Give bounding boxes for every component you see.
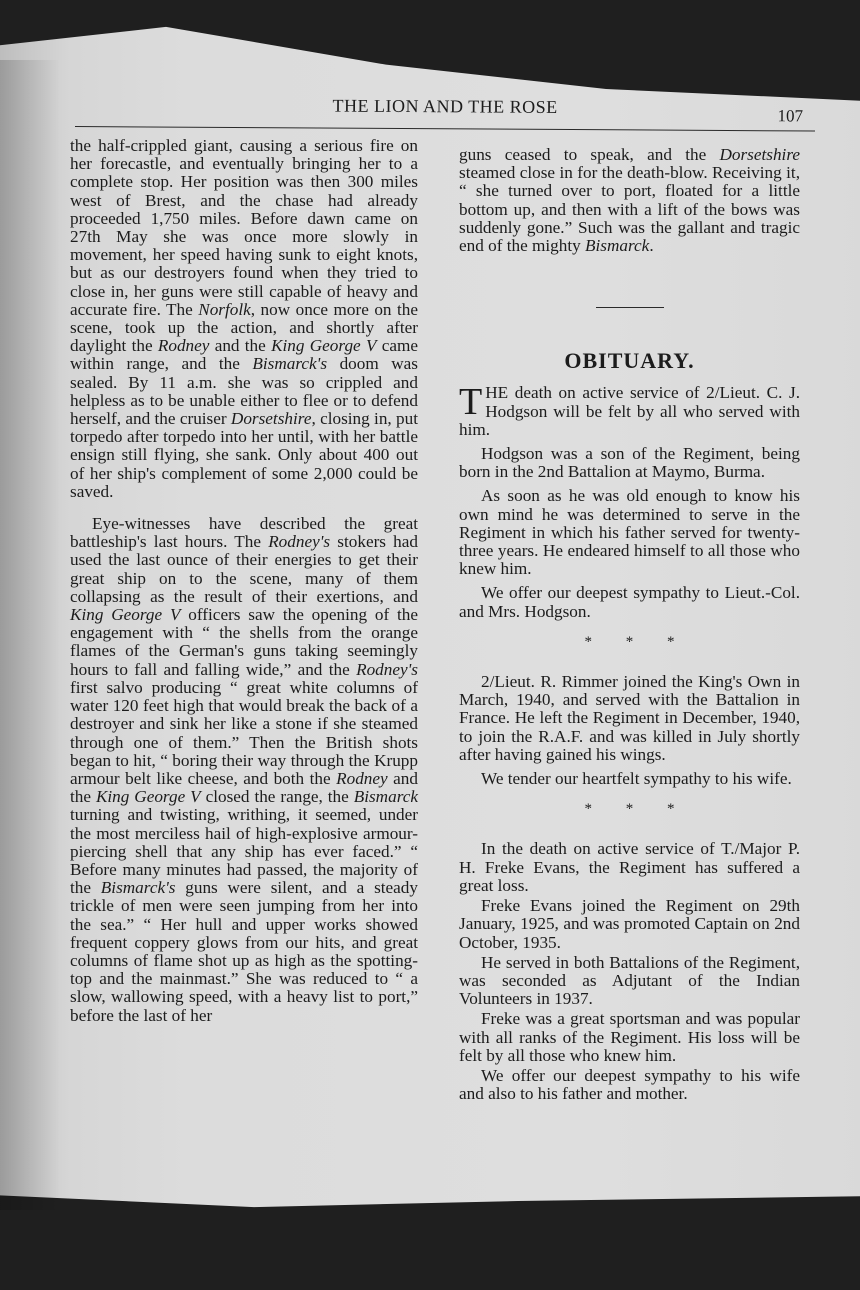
article-paragraph: Eye-witnesses have described the great battleship's last hours. The Rodney's stokers had used the last ounce of their energies to get their great ship on to the scene, many of them collapsing as the result of their exertions, and King George V officers saw the opening of the engagement with “ the shells from the orange flames of the German's guns taking seemingly hours to fall and falling wide,” and the Rodney's first salvo producing “ great white columns of water 120 feet high that would break the back of a destroyer and sink her like a stone if she steamed through one of them.” Then the British shots began to hit, “ boring their way through the Krupp armour belt like cheese, and both the Rodney and the King George V closed the range, the Bismarck turning and twisting, writhing, it seemed, under the most merciless hail of high-explosive armour-piercing shell that any ship has ever faced.” “ Before many minutes had passed, the majority of the Bismarck's guns were silent, and a steady trickle of men were seen jumping from her into the sea.” “ Her hull and upper works showed frequent coppery glows from our hits, and great columns of flame shot up as high as the spotting-top and the mainmast.” She was reduced to “ a slow, wallowing speed, with a heavy list to port,” before the last of her bbox=[70, 514, 418, 1025]
ship-name: King George V bbox=[95, 787, 201, 807]
ship-name: Rodney's bbox=[268, 532, 331, 552]
asterism-separator: * * * bbox=[584, 633, 675, 650]
obituary-paragraph: As soon as he was old enough to know his own mind he was determined to serve in the Regiment in which his father served for twenty-three years. He endeared himself to all those who knew him. bbox=[459, 486, 800, 579]
obituary-entry bbox=[459, 673, 800, 788]
ship-name: Rodney's bbox=[356, 659, 418, 679]
obituary-paragraph: THE death on active service of 2/Lieut. C. J. Hodgson will be felt by all who served with him. bbox=[459, 381, 800, 439]
ship-name: King George V bbox=[70, 605, 181, 625]
ship-name: Rodney bbox=[157, 336, 210, 356]
obituary-entry bbox=[459, 840, 800, 1103]
ship-name: Rodney bbox=[336, 768, 388, 788]
ship-name: Bismarck's bbox=[100, 878, 176, 898]
running-head bbox=[75, 92, 815, 132]
article-continuation: guns ceased to speak, and the Dorsetshire steamed close in for the death-blow. Receiving it, “ she turned over to port, floated for a little bottom up, and then with a lift of the bows was suddenly gone.” Such was the gallant and tragic end of the mighty Bismarck. bbox=[459, 145, 800, 256]
ship-name: Bismarck's bbox=[252, 354, 328, 374]
drop-cap: T bbox=[459, 381, 483, 424]
running-title: THE LION AND THE ROSE bbox=[332, 95, 558, 117]
asterism-separator: * * * bbox=[584, 801, 675, 818]
obituary-paragraph: 2/Lieut. R. Rimmer joined the King's Own in March, 1940, and served with the Battalion in France. He left the Regiment in December, 1940, to join the R.A.F. and was killed in July shortly after having gained his wings. bbox=[459, 672, 800, 764]
right-column bbox=[459, 146, 800, 1103]
article-paragraph: the half-crippled giant, causing a serious fire on her forecastle, and eventually bringing her to a complete stop. Her position was then 300 miles west of Brest, and the chase had already proceeded 1,750 miles. Before dawn came on 27th May she was once more slowly in movement, her speed having sunk to eight knots, but as our destroyers found when they tried to close in, her guns were still capable of heavy and accurate fire. The Norfolk, now once more on the scene, took up the action, and shortly after daylight the Rodney and the King George V came within range, and the Bismarck's doom was sealed. By 11 a.m. she was so crippled and helpless as to be unable either to flee or to defend herself, and the cruiser Dorsetshire, closing in, put torpedo after torpedo into her until, with her battle ensign still flying, she sank. Only about 400 out of her ship's complement of some 2,000 could be saved. bbox=[70, 136, 418, 501]
obituary-paragraph: Hodgson was a son of the Regiment, being born in the 2nd Battalion at Maymo, Burma. bbox=[459, 444, 800, 482]
obituary-paragraph: We offer our deepest sympathy to Lieut.-Col. and Mrs. Hodgson. bbox=[459, 583, 800, 621]
obituary-paragraph: We tender our heartfelt sympathy to his wife. bbox=[481, 769, 792, 789]
obituary-entry bbox=[459, 381, 800, 621]
obituary-paragraph: Freke was a great sportsman and was popular with all ranks of the Regiment. His loss will be felt by all those who knew him. bbox=[459, 1009, 800, 1065]
obituary-paragraph: He served in both Battalions of the Regiment, was seconded as Adjutant of the Indian Volunteers in 1937. bbox=[459, 952, 800, 1009]
left-column bbox=[70, 137, 418, 1025]
ship-name: Norfolk bbox=[198, 299, 251, 319]
obituary-paragraph: In the death on active service of T./Major P. H. Freke Evans, the Regiment has suffered a great loss. bbox=[459, 839, 800, 895]
ship-name: Dorsetshire bbox=[719, 145, 800, 164]
ship-name: King George V bbox=[271, 336, 377, 356]
section-divider bbox=[596, 307, 664, 308]
obituary-paragraph: Freke Evans joined the Regiment on 29th January, 1925, and was promoted Captain on 2nd October, 1935. bbox=[459, 896, 800, 952]
obituary-paragraph: We offer our deepest sympathy to his wife and also to his father and mother. bbox=[459, 1065, 800, 1104]
obituary-heading: OBITUARY. bbox=[564, 348, 695, 374]
ship-name: Bismarck bbox=[585, 236, 650, 256]
ship-name: Bismarck bbox=[353, 787, 418, 807]
page-number: 107 bbox=[777, 106, 804, 126]
ship-name: Dorsetshire bbox=[230, 409, 312, 429]
